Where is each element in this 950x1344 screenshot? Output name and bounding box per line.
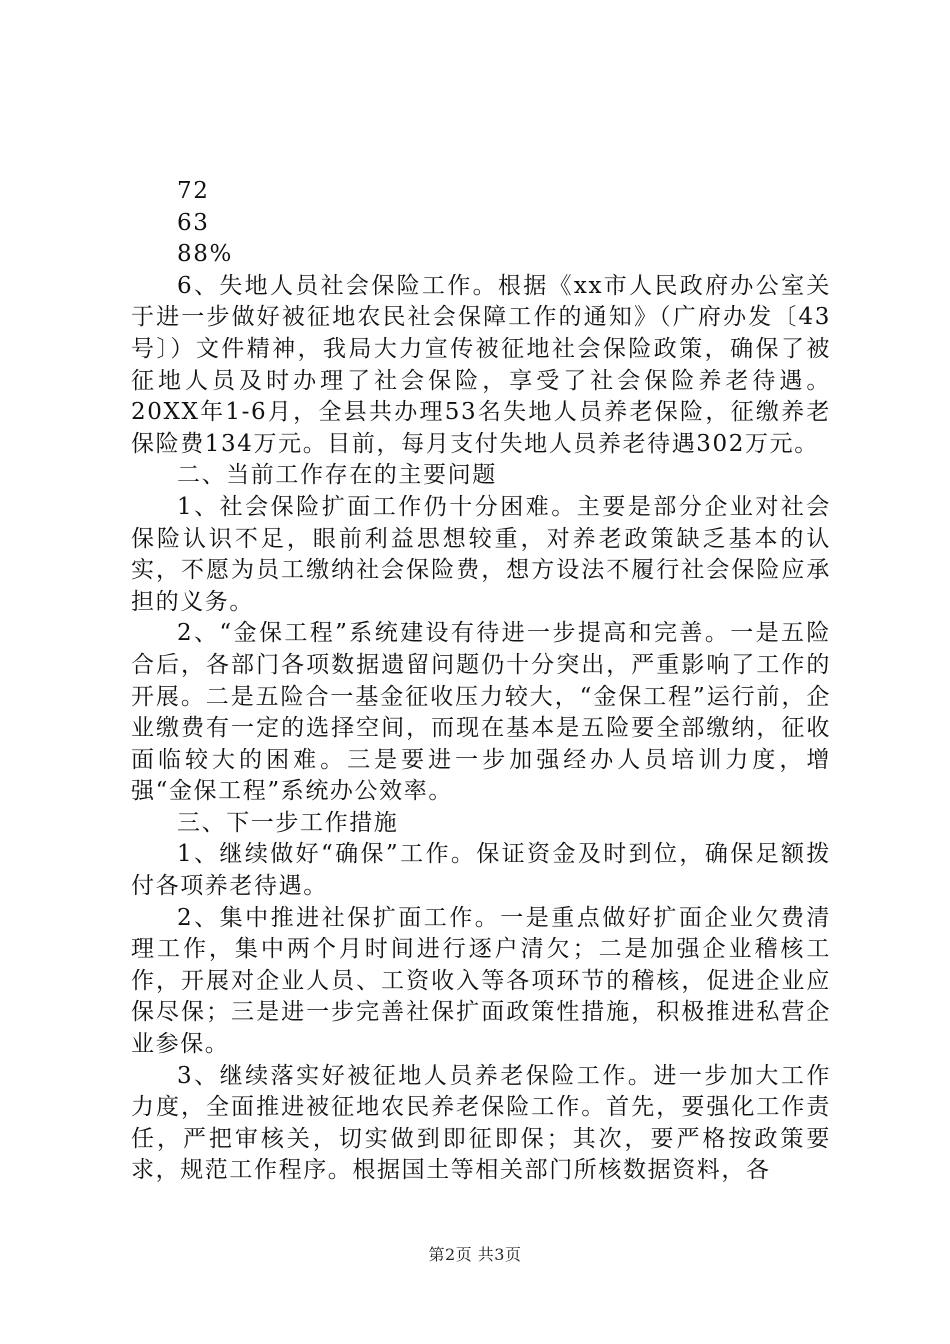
section-heading-next-steps: 三、下一步工作措施 [177, 809, 399, 836]
paragraph-problem-expansion: 1、社会保险扩面工作仍十分困难。主要是部分企业对社会保险认识不足，眼前利益思想较重，对养老政策缺乏基本的认实，不愿为员工缴纳社会保险费，想方设法不履行社会保险应承担的义务。 [131, 493, 831, 615]
paragraph-land-loss-insurance: 6、失地人员社会保险工作。根据《xx市人民政府办公室关于进一步做好被征地农民社会保障工作的通知》（广府办发〔43号〕）文件精神，我局大力宣传被征地社会保险政策，确保了被征地人员及时办理了社会保险，享受了社会保险养老待遇。20XX年1-6月，全县共办理53名失地人员养老保险，征缴养老保险费134万元。目前，每月支付失地人员养老待遇302万元。 [131, 272, 831, 457]
page-footer: 第2页 共3页 [428, 1245, 522, 1264]
paragraph-step-land-loss: 3、继续落实好被征地人员养老保险工作。进一步加大工作力度，全面推进被征地农民养老保险工作。首先，要强化工作责任，严把审核关，切实做到即征即保；其次，要严格按政策要求，规范工作程序。根据国土等相关部门所核数据资料，各 [131, 1062, 831, 1184]
section-heading-problems: 二、当前工作存在的主要问题 [177, 462, 497, 489]
paragraph-step-expansion: 2、集中推进社保扩面工作。一是重点做好扩面企业欠费清理工作，集中两个月时间进行逐户清欠；二是加强企业稽核工作，开展对企业人员、工资收入等各项环节的稽核，促进企业应保尽保；三是进一步完善社保扩面政策性措施，积极推进私营企业参保。 [131, 904, 831, 1058]
value-line: 88% [177, 241, 233, 268]
document-body [131, 176, 831, 1187]
value-line: 72 [177, 178, 210, 204]
paragraph-problem-jinbao: 2、“金保工程”系统建设有待进一步提高和完善。一是五险合后，各部门各项数据遗留问题仍十分突出，严重影响了工作的开展。二是五险合一基金征收压力较大，“金保工程”运行前，企业缴费有一定的选择空间，而现在基本是五险要全部缴纳，征收面临较大的困难。三是要进一步加强经办人员培训力度，增强“金保工程”系统办公效率。 [131, 620, 831, 805]
value-line: 63 [177, 209, 210, 236]
paragraph-step-guarantee: 1、继续做好“确保”工作。保证资金及时到位，确保足额拨付各项养老待遇。 [131, 841, 831, 900]
